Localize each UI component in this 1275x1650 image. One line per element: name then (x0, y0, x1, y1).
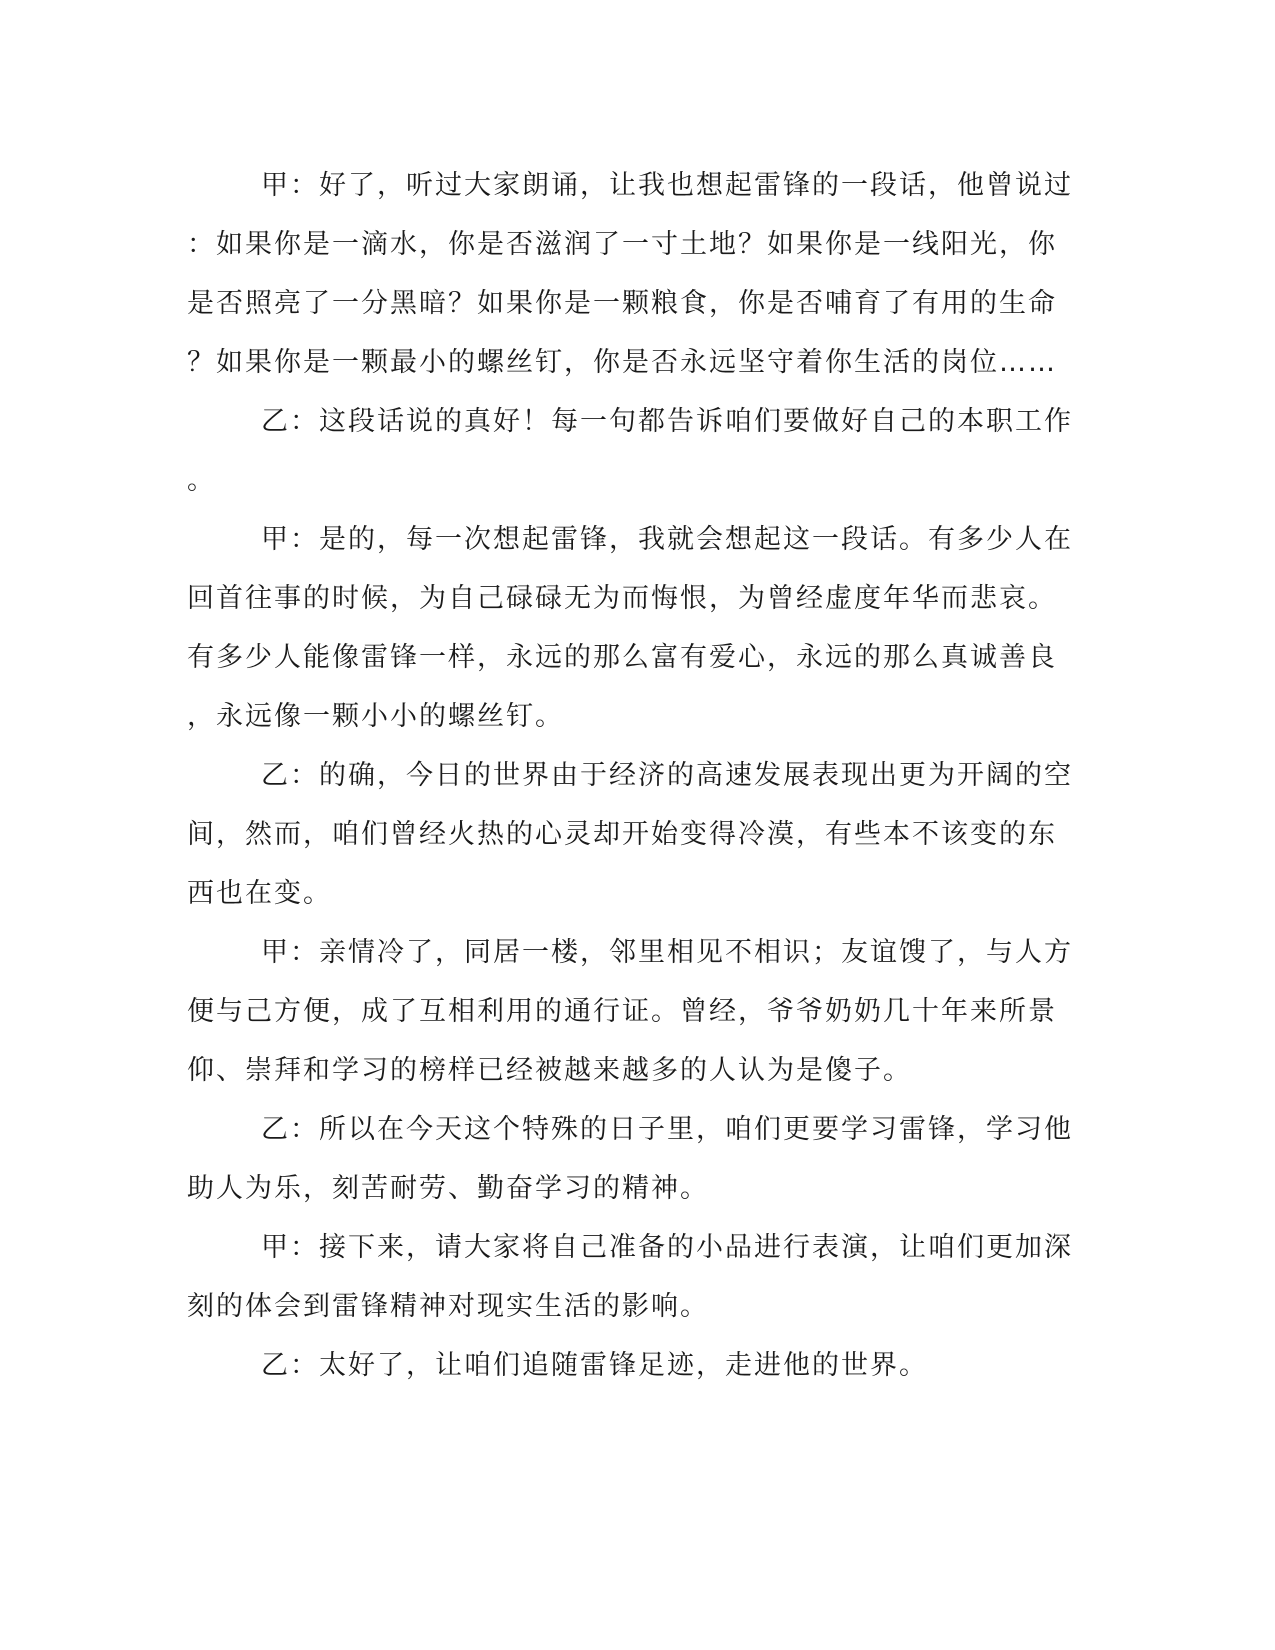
document-body (187, 156, 1073, 1395)
text-line: 乙：的确，今日的世界由于经济的高速发展表现出更为开阔的空 (261, 760, 1073, 791)
paragraph-3 (187, 510, 1073, 746)
text-line: ：如果你是一滴水，你是否滋润了一寸土地？如果你是一线阳光，你 (187, 229, 1057, 260)
text-line: 甲：好了，听过大家朗诵，让我也想起雷锋的一段话，他曾说过 (261, 170, 1073, 201)
paragraph-6 (187, 1100, 1073, 1218)
text-line: 西也在变。 (187, 878, 332, 909)
paragraph-8 (187, 1336, 1070, 1395)
text-line: 间，然而，咱们曾经火热的心灵却开始变得冷漠，有些本不该变的东 (187, 819, 1057, 850)
text-line: 乙：这段话说的真好！每一句都告诉咱们要做好自己的本职工作 (261, 406, 1073, 437)
text-line: 是否照亮了一分黑暗？如果你是一颗粮食，你是否哺育了有用的生命 (187, 288, 1057, 319)
text-line: 有多少人能像雷锋一样，永远的那么富有爱心，永远的那么真诚善良 (187, 642, 1057, 673)
text-line: 乙：所以在今天这个特殊的日子里，咱们更要学习雷锋，学习他 (261, 1114, 1073, 1145)
text-line: 甲：亲情冷了，同居一楼，邻里相见不相识；友谊馊了，与人方 (261, 937, 1073, 968)
text-line: ？如果你是一颗最小的螺丝钉，你是否永远坚守着你生活的岗位…… (187, 347, 1057, 378)
text-line: 便与己方便，成了互相利用的通行证。曾经，爷爷奶奶几十年来所景 (187, 996, 1057, 1027)
text-line: 刻的体会到雷锋精神对现实生活的影响。 (187, 1291, 709, 1322)
text-line: 甲：接下来，请大家将自己准备的小品进行表演，让咱们更加深 (261, 1232, 1073, 1263)
text-line: 回首往事的时候，为自己碌碌无为而悔恨，为曾经虚度年华而悲哀。 (187, 583, 1057, 614)
text-line: 仰、崇拜和学习的榜样已经被越来越多的人认为是傻子。 (187, 1055, 912, 1086)
text-line: 助人为乐，刻苦耐劳、勤奋学习的精神。 (187, 1173, 709, 1204)
paragraph-1 (187, 156, 1073, 392)
paragraph-5 (187, 923, 1073, 1100)
text-line: 甲：是的，每一次想起雷锋，我就会想起这一段话。有多少人在 (261, 524, 1073, 555)
paragraph-4 (187, 746, 1073, 923)
text-line: 乙：太好了，让咱们追随雷锋足迹，走进他的世界。 (261, 1350, 928, 1381)
paragraph-7 (187, 1218, 1073, 1336)
paragraph-2 (187, 392, 1073, 510)
text-line: 。 (187, 465, 216, 496)
text-line: ，永远像一颗小小的螺丝钉。 (187, 701, 564, 732)
